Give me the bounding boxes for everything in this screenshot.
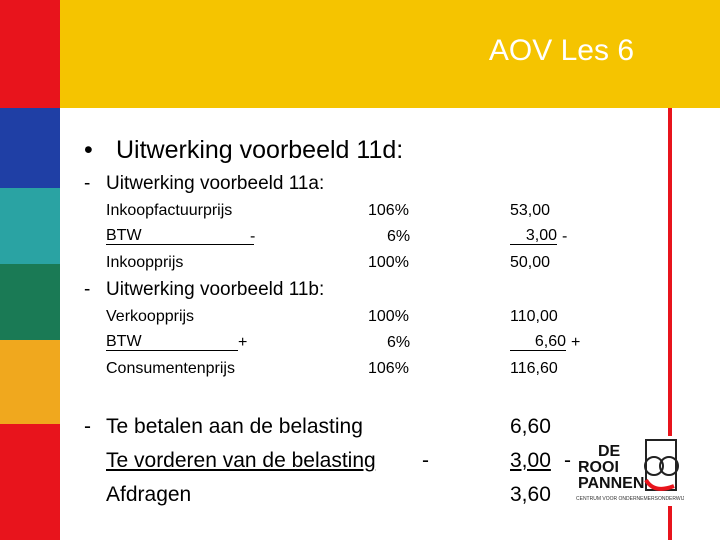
logo-line-2: ROOI <box>578 459 619 476</box>
side-stripe-orange <box>0 340 60 424</box>
section-b-title: Uitwerking voorbeeld 11b: <box>106 279 325 300</box>
row-percent: 6% <box>387 228 411 245</box>
row-amount: 50,00 <box>510 254 551 271</box>
section-a-title: Uitwerking voorbeeld 11a: <box>106 173 325 194</box>
row-operator: - <box>250 228 256 245</box>
logo-line-1: DE <box>598 443 621 460</box>
logo-mark-icon <box>574 436 684 506</box>
logo-line-3: PANNEN <box>578 475 645 492</box>
side-stripe-blue <box>0 108 60 188</box>
de-rooi-pannen-logo <box>574 436 684 506</box>
row-label <box>106 334 238 351</box>
row-label: Inkoopprijs <box>106 254 184 271</box>
row-amount-text: 6,60 <box>534 333 566 350</box>
logo-tagline: CENTRUM VOOR ONDERNEMERSONDERWIJS <box>576 496 684 502</box>
bullet-marker: • <box>84 136 93 164</box>
row-amount: 110,00 <box>510 308 558 325</box>
title-bar <box>60 0 720 108</box>
summary-amount: 3,00 <box>510 449 551 472</box>
summary-amount: 3,60 <box>510 483 551 506</box>
row-amount: 53,00 <box>510 202 551 219</box>
dash-marker: - <box>84 279 91 300</box>
summary-label: Afdragen <box>106 483 192 506</box>
side-stripe-green <box>0 264 60 340</box>
row-label-text: BTW <box>106 227 142 244</box>
summary-label: Te betalen aan de belasting <box>106 415 363 438</box>
row-amount <box>510 334 566 351</box>
row-operator: - <box>562 228 568 245</box>
row-operator: + <box>238 334 248 351</box>
side-stripe-red-bottom <box>0 424 60 540</box>
row-amount-text: 3,00 <box>525 227 557 244</box>
row-percent: 106% <box>368 360 409 377</box>
summary-operator: - <box>422 449 429 472</box>
main-heading: Uitwerking voorbeeld 11d: <box>116 136 404 164</box>
row-amount <box>510 228 557 245</box>
row-percent: 6% <box>387 334 411 351</box>
dash-marker: - <box>84 415 91 438</box>
row-label: Inkoopfactuurprijs <box>106 202 233 219</box>
row-percent: 100% <box>368 308 409 325</box>
dash-marker: - <box>84 173 91 194</box>
slide-title: AOV Les 6 <box>488 34 634 67</box>
summary-amount: 6,60 <box>510 415 551 438</box>
row-amount: 116,60 <box>510 360 558 377</box>
row-label-text: BTW <box>106 333 142 350</box>
summary-operator: - <box>564 449 571 472</box>
side-stripe-red-top <box>0 0 60 108</box>
row-percent: 106% <box>368 202 409 219</box>
row-label <box>106 228 254 245</box>
row-percent: 100% <box>368 254 409 271</box>
summary-label: Te vorderen van de belasting <box>106 449 376 472</box>
side-stripe-teal <box>0 188 60 264</box>
row-label: Verkoopprijs <box>106 308 195 325</box>
row-label: Consumentenprijs <box>106 360 235 377</box>
row-operator: + <box>571 334 581 351</box>
